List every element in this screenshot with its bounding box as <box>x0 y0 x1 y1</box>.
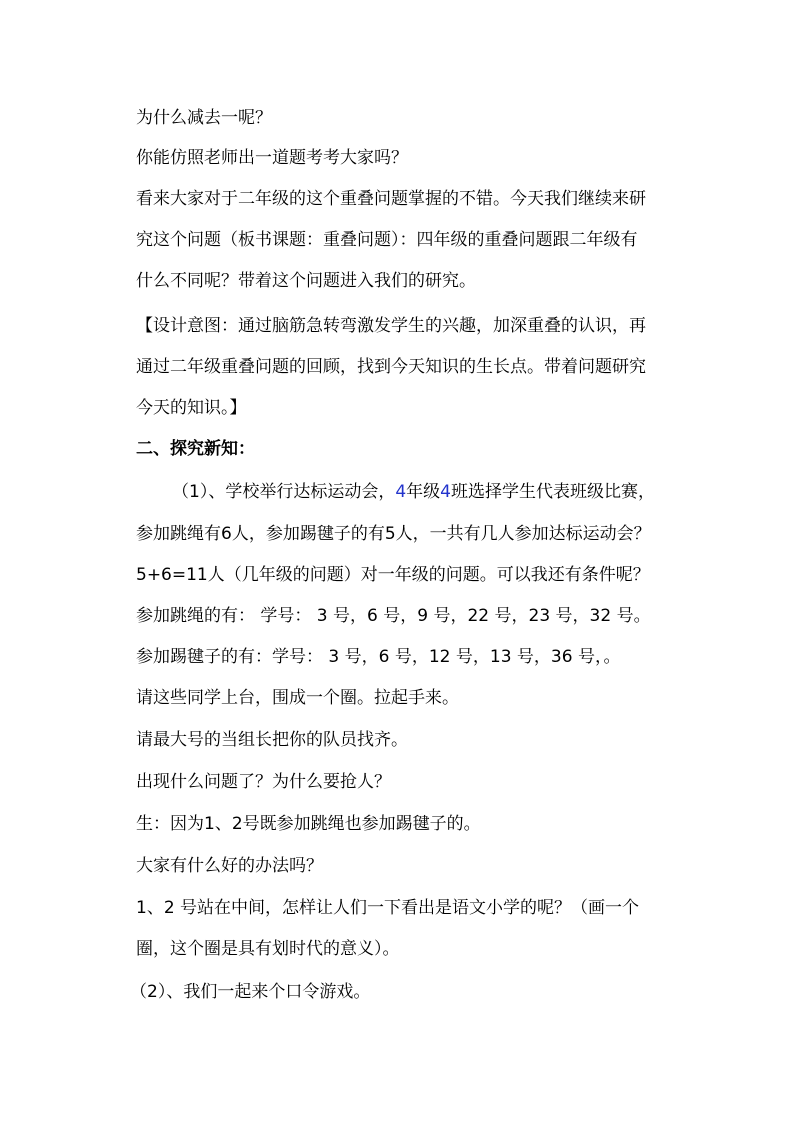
text-line: 请这些同学上台，围成一个圈。拉起手来。 <box>136 688 459 708</box>
text-line: 为什么减去一呢？ <box>136 108 272 128</box>
student-list-shuttlecock: 参加踢毽子的有：学号： 3 号，6 号，12 号，13 号，36 号，。 <box>136 647 621 667</box>
grade-number: 4 <box>395 482 407 502</box>
text-line: 出现什么问题了？为什么要抢人？ <box>136 772 391 792</box>
text-line: 看来大家对于二年级的这个重叠问题掌握的不错。今天我们继续来研 <box>136 189 646 209</box>
text-line: 什么不同呢？带着这个问题进入我们的研究。 <box>136 271 476 291</box>
text-line: 大家有什么好的办法吗？ <box>136 856 323 876</box>
problem-1-line <box>172 481 655 503</box>
student-list-jump-rope: 参加跳绳的有： 学号： 3 号，6 号，9 号，22 号，23 号，32 号。 <box>136 606 651 626</box>
text-line: 请最大号的当组长把你的队员找齐。 <box>136 730 408 750</box>
text-line: 究这个问题（板书课题：重叠问题）：四年级的重叠问题跟二年级有 <box>136 230 638 250</box>
problem-1-text: 年级 <box>406 482 441 502</box>
problem-1-text: （1）、学校举行达标运动会， <box>172 482 396 502</box>
text-line: 参加跳绳有6人，参加踢毽子的有5人，一共有几人参加达标运动会？ <box>136 524 651 544</box>
design-intent-line: 通过二年级重叠问题的回顾，找到今天知识的生长点。带着问题研究 <box>136 357 646 377</box>
text-line: 你能仿照老师出一道题考考大家吗？ <box>136 148 408 168</box>
text-line: 5+6=11人（几年级的问题）对一年级的问题。可以我还有条件呢？ <box>136 565 650 585</box>
design-intent-line: 今天的知识。】 <box>136 398 247 418</box>
problem-2-line: （2）、我们一起来个口令游戏。 <box>130 982 371 1002</box>
class-number: 4 <box>440 482 451 502</box>
design-intent-line: 【设计意图：通过脑筋急转弯激发学生的兴趣，加深重叠的认识，再 <box>136 316 646 336</box>
text-line: 圈，这个圈是具有划时代的意义）。 <box>136 939 400 959</box>
section-heading: 二、探究新知： <box>136 439 255 459</box>
text-line: 1、2 号站在中间，怎样让人们一下看出是语文小学的呢？（画一个 <box>136 898 640 918</box>
text-line: 生：因为1、2号既参加跳绳也参加踢毽子的。 <box>136 814 481 834</box>
problem-1-text: 班选择学生代表班级比赛， <box>450 482 655 502</box>
